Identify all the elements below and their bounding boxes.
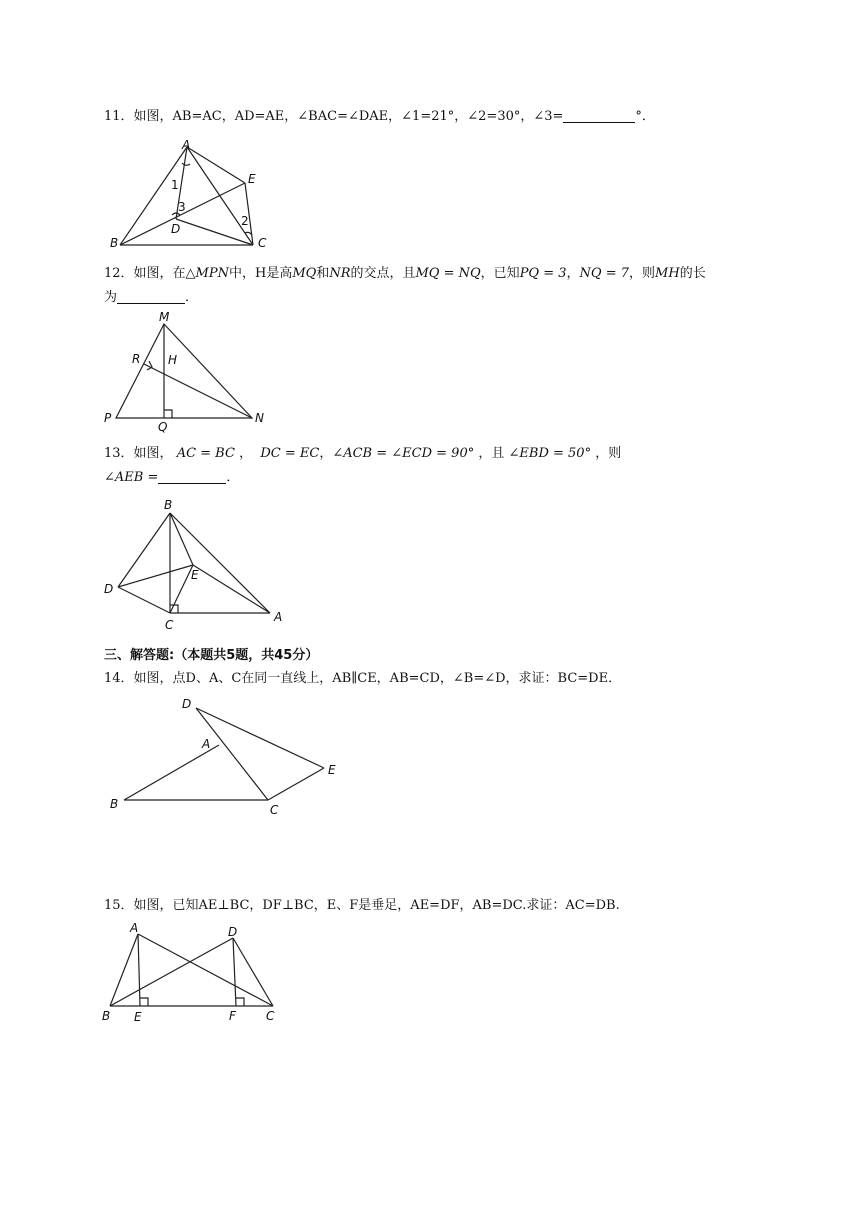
question-12-line1 (104, 265, 706, 283)
question-15-text: 15．如图，已知AE⊥BC，DF⊥BC，E、F是垂足，AE=DF，AB=DC.求证：AC=DB. (104, 898, 620, 913)
q12-text: ，则 (629, 266, 656, 281)
q12-text: 12．如图，在△ (104, 266, 196, 281)
q13-label-B: B (164, 498, 173, 512)
q12-label-Q: Q (158, 420, 168, 434)
q13-text: ， (319, 446, 333, 461)
question-12-line2 (104, 289, 198, 307)
q12-label-H: H (168, 353, 178, 367)
question-13-line2 (104, 469, 239, 487)
q12-answer-blank[interactable] (117, 290, 185, 304)
q13-math: ∠AEB = (104, 470, 159, 485)
q15-label-A: A (130, 921, 139, 935)
q13-label-A: A (274, 610, 283, 624)
q14-label-D: D (182, 697, 192, 711)
q13-math: AC = BC (176, 446, 235, 461)
q14-label-B: B (110, 797, 119, 811)
q13-text: ，且 (478, 446, 505, 461)
q12-text: 的长 (679, 266, 706, 281)
q13-answer-blank[interactable] (158, 470, 226, 484)
q12-text: ， (566, 266, 580, 281)
q13-label-D: D (104, 582, 114, 596)
q12-text: 和 (316, 266, 330, 281)
q14-label-C: C (270, 803, 279, 817)
q11-stem: 11．如图，AB=AC，AD=AE，∠BAC=∠DAE，∠1=21°，∠2=30°，∠3= (104, 109, 564, 124)
q11-angle-3: 3 (178, 200, 186, 214)
question-13-line1 (104, 445, 621, 463)
q12-text: ，已知 (480, 266, 520, 281)
q12-label-N: N (255, 411, 264, 425)
q11-label-A: A (182, 138, 191, 152)
q12-text: 中，H是高 (228, 266, 293, 281)
figure-q15 (100, 920, 290, 1025)
q13-text: ，则 (595, 446, 622, 461)
section-3-heading: 三、解答题:（本题共5题，共45分） (104, 648, 319, 663)
question-11-text (104, 108, 655, 126)
q13-label-C: C (165, 618, 174, 632)
q15-label-D: D (228, 925, 238, 939)
figure-q11 (100, 135, 280, 255)
q12-label-R: R (132, 352, 141, 366)
q12-math: MH (655, 266, 680, 281)
q13-text: ， (239, 446, 253, 461)
q13-math: ∠EBD = 50° (508, 446, 592, 461)
q12-text: 的交点，且 (350, 266, 416, 281)
q12-math: NR (329, 266, 351, 281)
q12-math: NQ = 7 (579, 266, 630, 281)
q11-label-B: B (110, 236, 119, 250)
q15-label-B: B (102, 1009, 111, 1023)
q15-label-E: E (134, 1010, 142, 1024)
q15-label-F: F (229, 1009, 236, 1023)
q11-label-C: C (258, 236, 267, 250)
q11-answer-blank[interactable] (563, 109, 635, 123)
figure-q13 (100, 495, 290, 635)
question-14-text: 14．如图，点D、A、C在同一直线上，AB∥CE，AB=CD，∠B=∠D，求证：BC=DE． (104, 671, 622, 686)
q12-math: MPN (195, 266, 229, 281)
q11-angle-1: 1 (171, 178, 179, 192)
q11-label-E: E (248, 172, 256, 186)
q12-label-M: M (159, 310, 170, 324)
q13-text: 13．如图， (104, 446, 173, 461)
q13-label-E: E (191, 568, 199, 582)
q13-math: ∠ACB = ∠ECD = 90° (332, 446, 475, 461)
figure-q14 (100, 690, 350, 820)
q14-label-E: E (328, 763, 336, 777)
figure-q12 (100, 310, 275, 432)
q11-suffix: °． (635, 109, 655, 124)
q11-label-D: D (171, 222, 181, 236)
q12-label-P: P (104, 411, 112, 425)
q11-angle-2: 2 (241, 214, 249, 228)
q15-label-C: C (266, 1009, 275, 1023)
q12-text: ． (185, 290, 199, 305)
q12-text: 为 (104, 290, 118, 305)
q14-label-A: A (202, 737, 211, 751)
q12-math: MQ = NQ (415, 266, 481, 281)
q12-math: MQ (292, 266, 317, 281)
q12-math: PQ = 3 (519, 266, 567, 281)
q13-math: DC = EC (260, 446, 320, 461)
q13-text: ． (226, 470, 240, 485)
